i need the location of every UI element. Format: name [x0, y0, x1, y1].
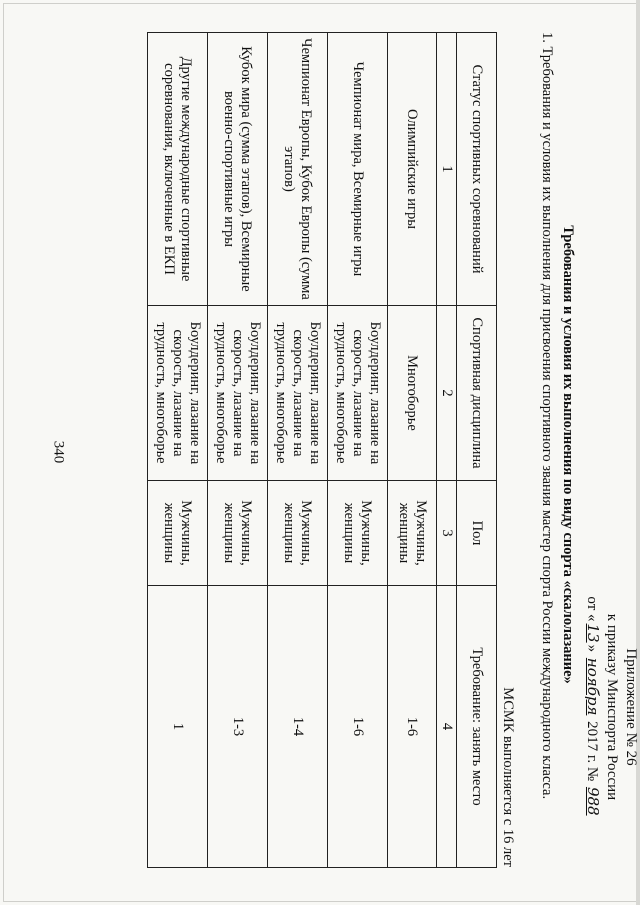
gender-cell: Мужчины, женщины [328, 481, 388, 586]
page-number: 340 [50, 440, 67, 464]
column-number-row [437, 33, 457, 868]
order-number: 988 [584, 786, 602, 816]
place-cell: 1-6 [328, 586, 388, 868]
annex-order-ref: к приказу Минспорта России [604, 613, 620, 801]
order-prefix: от « [584, 596, 600, 622]
gender-cell: Мужчины, женщины [268, 481, 328, 586]
order-month: ноября [584, 657, 602, 716]
order-day: 13 [584, 623, 602, 643]
gender-cell: Мужчины, женщины [148, 481, 208, 586]
status-cell: Чемпионат Европы, Кубок Европы (сумма этапов) [268, 33, 328, 306]
status-cell: Кубок мира (сумма этапов), Всемирные военно-спортивные игры [208, 33, 268, 306]
header-place: Требование: занять место [457, 586, 497, 868]
rotated-content [85, 22, 640, 887]
column-number: 4 [437, 586, 457, 868]
place-cell: 1-3 [208, 586, 268, 868]
column-number: 1 [437, 33, 457, 306]
discipline-cell: Боулдеринг, лазание на скорость, лазание на трудность, многоборье [148, 306, 208, 481]
table-row [388, 33, 437, 868]
status-cell: Олимпийские игры [388, 33, 437, 306]
place-cell: 1-6 [388, 586, 437, 868]
header-status: Статус спортивных соревнований [457, 33, 497, 306]
order-mid: » [584, 644, 600, 653]
table-row [148, 33, 208, 868]
status-cell: Чемпионат мира, Всемирные игры [328, 33, 388, 306]
discipline-cell: Боулдеринг, лазание на скорость, лазание на трудность, многоборье [268, 306, 328, 481]
discipline-cell: Боулдеринг, лазание на скорость, лазание на трудность, многоборье [208, 306, 268, 481]
column-number: 2 [437, 306, 457, 481]
annex-number: Приложение № 26 [623, 648, 639, 766]
order-date-line [582, 567, 602, 847]
gender-cell: Мужчины, женщины [208, 481, 268, 586]
mcmk-age-note: МСМК выполняется с 16 лет [500, 687, 516, 867]
place-cell: 1-4 [268, 586, 328, 868]
table-row [208, 33, 268, 868]
place-cell: 1 [148, 586, 208, 868]
status-cell: Другие международные спортивные соревнования, включенные в ЕКП [148, 33, 208, 306]
column-number: 3 [437, 481, 457, 586]
table-header-row [457, 33, 497, 868]
document-title: Требования и условия их выполнения по виду спорта «скалолазание» [560, 225, 576, 684]
header-gender: Пол [457, 481, 497, 586]
discipline-cell: Многоборье [388, 306, 437, 481]
annex-header [582, 567, 640, 847]
gender-cell: Мужчины, женщины [388, 481, 437, 586]
requirements-table [147, 32, 497, 868]
header-discipline: Спортивная дисциплина [457, 306, 497, 481]
discipline-cell: Боулдеринг, лазание на скорость, лазание на трудность, многоборье [328, 306, 388, 481]
table-row [268, 33, 328, 868]
order-year: 2017 г. № [584, 721, 600, 782]
section-1-text: 1. Требования и условия их выполнения для присвоения спортивного звания мастер спорта России международного класса. [539, 32, 555, 800]
table-row [328, 33, 388, 868]
